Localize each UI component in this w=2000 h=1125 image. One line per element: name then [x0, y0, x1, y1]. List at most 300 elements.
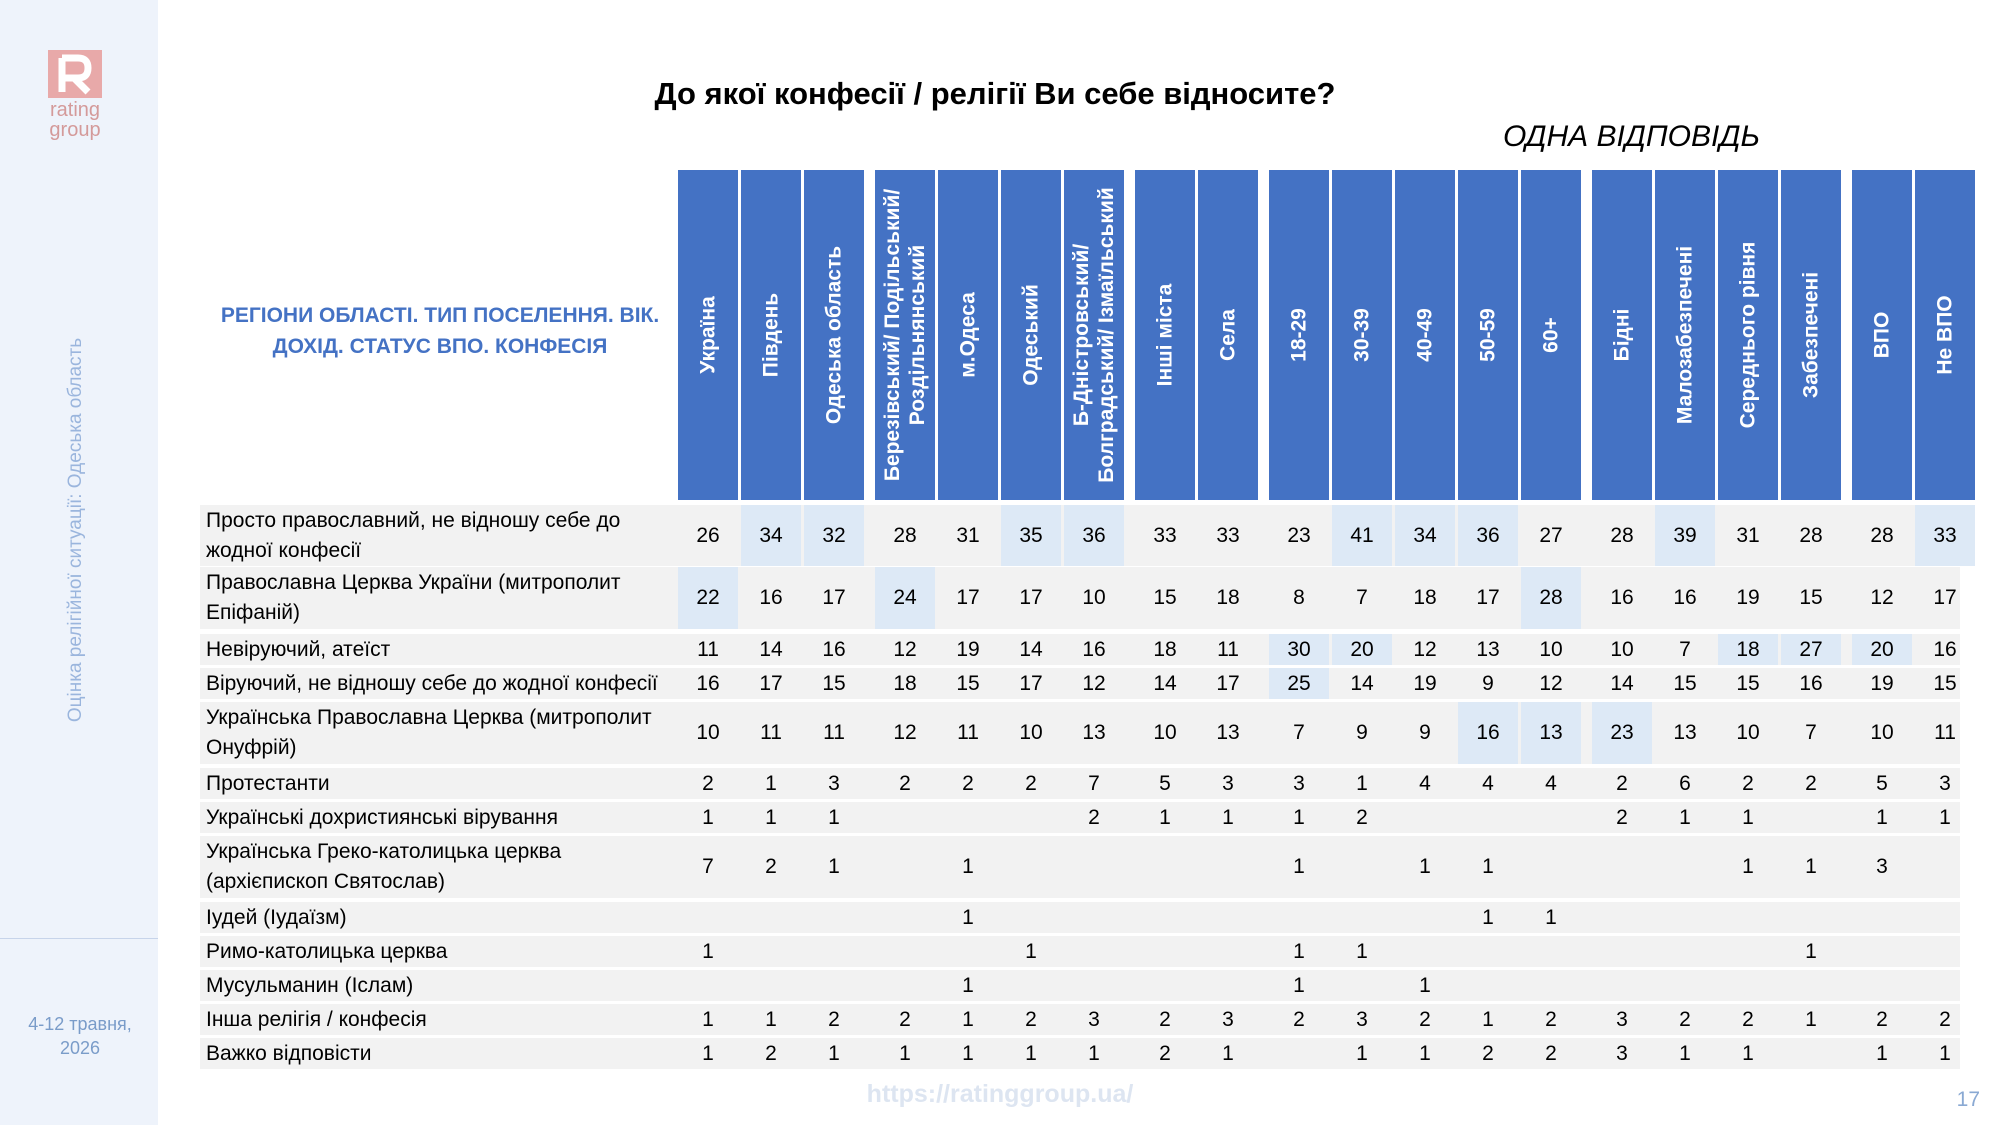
table-cell: 15: [1799, 586, 1823, 609]
column-header-label: Березівський/ Подільський/ Роздільнянський: [881, 188, 929, 482]
column-header: [1655, 170, 1715, 500]
table-cell: [1655, 970, 1715, 1001]
table-cell: [804, 936, 864, 967]
table-cell: 1: [1356, 771, 1368, 795]
table-cell: 13: [1521, 702, 1581, 764]
table-cell: 7: [1293, 721, 1305, 744]
table-cell: 1: [962, 973, 974, 997]
column-header: [1332, 170, 1392, 500]
table-cell: [1458, 802, 1518, 833]
table-cell: [1781, 802, 1841, 833]
table-cell: 1: [1742, 855, 1754, 878]
table-cell: [875, 802, 935, 833]
table-cell: 2: [1742, 771, 1754, 795]
column-header-label: Інші міста: [1153, 283, 1177, 387]
table-cell: 2: [1025, 1007, 1037, 1031]
table-cell: 13: [1082, 721, 1106, 744]
table-cell: [1718, 970, 1778, 1001]
table-cell: 35: [1001, 505, 1061, 566]
table-cell: 15: [1673, 671, 1697, 695]
table-cell: [938, 802, 998, 833]
table-cell: 14: [1019, 637, 1043, 661]
table-cell: 1: [1482, 905, 1494, 929]
table-cell: [1655, 902, 1715, 933]
table-cell: 12: [1082, 671, 1106, 695]
table-cell: 10: [1539, 637, 1563, 661]
table-cell: [1458, 970, 1518, 1001]
table-cell: 33: [1216, 523, 1240, 547]
table-cell: [1198, 902, 1258, 933]
table-cell: 17: [1476, 586, 1500, 609]
table-cell: 1: [1805, 939, 1817, 963]
table-cell: 14: [1610, 671, 1634, 695]
table-cell: 34: [741, 505, 801, 566]
row-label: Просто православний, не відношу себе до жодної конфесії: [206, 508, 621, 562]
table-cell: [1135, 836, 1195, 898]
table-cell: 2: [1356, 805, 1368, 829]
table-cell: 1: [828, 1041, 840, 1065]
table-cell: 1: [1876, 1041, 1888, 1065]
table-cell: 23: [1287, 523, 1311, 547]
table-cell: [1521, 836, 1581, 898]
table-cell: 1: [1742, 1041, 1754, 1065]
table-cell: 2: [1025, 771, 1037, 795]
table-cell: 4: [1545, 771, 1557, 795]
table-cell: 16: [1673, 586, 1697, 609]
table-cell: 28: [1521, 567, 1581, 629]
logo-word-2: group: [49, 119, 101, 141]
table-cell: [678, 970, 738, 1001]
table-cell: 1: [765, 771, 777, 795]
table-cell: 1: [702, 1041, 714, 1065]
table-cell: [938, 936, 998, 967]
table-cell: 2: [1876, 1007, 1888, 1031]
column-header: [1458, 170, 1518, 500]
sidebar-date: 4-12 травня, 2026: [28, 1014, 132, 1058]
table-cell: 2: [1293, 1007, 1305, 1031]
table-cell: 1: [828, 855, 840, 878]
table-cell: 3: [1293, 771, 1305, 795]
column-header-label: м.Одеса: [956, 292, 980, 378]
table-cell: 15: [1736, 671, 1760, 695]
table-cell: [1521, 970, 1581, 1001]
table-cell: 36: [1064, 505, 1124, 566]
table-cell: 7: [1679, 637, 1691, 661]
table-cell: 1: [702, 805, 714, 829]
table-cell: 34: [1395, 505, 1455, 566]
table-cell: 1: [962, 905, 974, 929]
table-cell: [1655, 836, 1715, 898]
table-cell: 2: [1616, 771, 1628, 795]
table-cell: 2: [1159, 1041, 1171, 1065]
table-cell: [1332, 902, 1392, 933]
table-cell: 1: [899, 1041, 911, 1065]
table-cell: 17: [956, 586, 980, 609]
table-cell: 3: [1356, 1007, 1368, 1031]
table-cell: 1: [765, 805, 777, 829]
table-cell: 12: [1413, 637, 1437, 661]
table-cell: 5: [1159, 771, 1171, 795]
table-cell: 32: [804, 505, 864, 566]
table-cell: 28: [1610, 523, 1634, 547]
table-cell: 1: [1742, 805, 1754, 829]
column-header-label: Україна: [696, 296, 720, 374]
table-cell: 1: [1419, 973, 1431, 997]
column-header: [1915, 170, 1975, 500]
row-label: Українська Греко-католицька церква (архієпископ Святослав): [206, 840, 562, 893]
table-cell: 23: [1592, 702, 1652, 764]
table-cell: 1: [1222, 1041, 1234, 1065]
table-cell: 19: [1736, 586, 1760, 609]
row-label: Іудей (Іудаїзм): [206, 905, 347, 929]
table-cell: 20: [1852, 634, 1912, 665]
footer-url[interactable]: https://ratinggroup.ua/: [866, 1080, 1134, 1108]
column-header-label: 60+: [1539, 317, 1563, 353]
table-cell: 17: [759, 671, 783, 695]
table-cell: 13: [1216, 721, 1240, 744]
column-header-label: 18-29: [1287, 308, 1311, 362]
table-cell: 11: [697, 637, 719, 661]
table-cell: 18: [1216, 586, 1240, 609]
table-cell: 1: [1679, 805, 1691, 829]
table-cell: [875, 970, 935, 1001]
table-cell: 9: [1356, 721, 1368, 744]
table-cell: 11: [957, 721, 979, 744]
table-cell: 2: [1939, 1007, 1951, 1031]
table-cell: 1: [1419, 855, 1431, 878]
table-cell: [1592, 936, 1652, 967]
table-cell: 9: [1419, 721, 1431, 744]
table-cell: 4: [1419, 771, 1431, 795]
table-cell: 5: [1876, 771, 1888, 795]
table-cell: [1655, 936, 1715, 967]
table-cell: 3: [828, 771, 840, 795]
table-cell: 2: [899, 1007, 911, 1031]
table-cell: 2: [765, 1041, 777, 1065]
column-header: [1521, 170, 1581, 500]
column-header: [938, 170, 998, 500]
table-cell: [1915, 836, 1975, 898]
column-header: [741, 170, 801, 500]
table-cell: 2: [765, 855, 777, 878]
table-cell: [1852, 902, 1912, 933]
table-cell: [1592, 836, 1652, 898]
row-label: Українські дохристиянські вірування: [206, 805, 558, 829]
table-cell: 27: [1539, 523, 1563, 547]
table-cell: 1: [765, 1007, 777, 1031]
table-cell: 3: [1939, 771, 1951, 795]
table-cell: [1915, 970, 1975, 1001]
table-cell: 36: [1458, 505, 1518, 566]
table-cell: 18: [1718, 634, 1778, 665]
table-cell: 16: [1458, 702, 1518, 764]
table-cell: 10: [1082, 586, 1106, 609]
table-cell: 18: [1413, 586, 1437, 609]
table-cell: [741, 902, 801, 933]
table-cell: 10: [696, 721, 720, 744]
page-subtitle: ОДНА ВІДПОВІДЬ: [1503, 120, 1760, 153]
table-cell: 39: [1655, 505, 1715, 566]
column-header-label: Б-Дністровський/ Болградський/ Ізмаїльський: [1070, 187, 1118, 483]
table-cell: 28: [1799, 523, 1823, 547]
table-cell: 1: [1939, 1041, 1951, 1065]
column-header-label: Малозабезпечені: [1673, 245, 1697, 425]
table-cell: 17: [1216, 671, 1240, 695]
row-label: Українська Православна Церква (митрополит Онуфрій): [206, 706, 652, 759]
table-cell: 2: [1419, 1007, 1431, 1031]
table-cell: [1852, 936, 1912, 967]
table-cell: [1064, 902, 1124, 933]
table-cell: 2: [962, 771, 974, 795]
table-cell: [1064, 936, 1124, 967]
table-cell: 1: [1356, 939, 1368, 963]
table-cell: [1269, 902, 1329, 933]
table-cell: 1: [1356, 1041, 1368, 1065]
page-number: 17: [1956, 1088, 1980, 1111]
table-cell: 2: [1805, 771, 1817, 795]
sidebar-vertical-title: Оцінка релігійної ситуації: Одеська область: [65, 337, 86, 723]
table-cell: 16: [822, 637, 846, 661]
column-header: [1198, 170, 1258, 500]
table-cell: 1: [962, 1041, 974, 1065]
table-cell: 1: [1025, 939, 1037, 963]
table-cell: 15: [1933, 671, 1957, 695]
row-label: Інша релігія / конфесія: [206, 1007, 427, 1031]
table-cell: 15: [822, 671, 846, 695]
column-header: [1781, 170, 1841, 500]
table-cell: 12: [893, 637, 917, 661]
table-cell: [1064, 836, 1124, 898]
column-header-label: Забезпечені: [1799, 271, 1823, 399]
column-header: [1135, 170, 1195, 500]
column-header: [1395, 170, 1455, 500]
table-cell: [1592, 902, 1652, 933]
table-cell: [1332, 836, 1392, 898]
table-cell: [1395, 936, 1455, 967]
table-cell: 28: [1870, 523, 1894, 547]
table-cell: [1458, 936, 1518, 967]
table-cell: [1001, 970, 1061, 1001]
column-header-label: Не ВПО: [1933, 295, 1957, 375]
table-cell: [1064, 970, 1124, 1001]
table-cell: 16: [1610, 586, 1634, 609]
table-cell: 3: [1088, 1007, 1100, 1031]
table-cell: 22: [678, 567, 738, 629]
table-cell: 3: [1616, 1041, 1628, 1065]
table-cell: [678, 902, 738, 933]
logo-word-1: rating: [49, 99, 101, 121]
table-cell: [1135, 936, 1195, 967]
table-cell: 1: [1545, 905, 1557, 929]
table-cell: 10: [1870, 721, 1894, 744]
table-cell: [1915, 902, 1975, 933]
column-header-label: Села: [1216, 309, 1240, 361]
table-cell: [741, 936, 801, 967]
table-cell: 1: [1222, 805, 1234, 829]
table-cell: 18: [893, 671, 917, 695]
table-cell: [1001, 802, 1061, 833]
column-header: [1064, 170, 1124, 500]
table-cell: [1592, 970, 1652, 1001]
table-cell: [741, 970, 801, 1001]
table-cell: 1: [1482, 1007, 1494, 1031]
table-cell: 1: [828, 805, 840, 829]
table-cell: [1198, 970, 1258, 1001]
table-cell: [1001, 836, 1061, 898]
table-cell: 1: [1293, 939, 1305, 963]
table-cell: 33: [1153, 523, 1177, 547]
table-cell: 14: [1153, 671, 1177, 695]
table-cell: 31: [1736, 523, 1760, 547]
table-cell: 16: [696, 671, 720, 695]
table-cell: 2: [1545, 1007, 1557, 1031]
table-cell: 2: [899, 771, 911, 795]
table-cell: [804, 902, 864, 933]
table-cell: 10: [1019, 721, 1043, 744]
table-cell: [1001, 902, 1061, 933]
table-cell: 19: [956, 637, 980, 661]
table-cell: 3: [1222, 1007, 1234, 1031]
column-header-label: Південь: [759, 292, 783, 378]
table-cell: 1: [1159, 805, 1171, 829]
table-cell: 1: [1939, 805, 1951, 829]
column-header: [1001, 170, 1061, 500]
table-cell: 17: [1019, 671, 1043, 695]
table-cell: 17: [1933, 586, 1957, 609]
table-cell: 16: [1799, 671, 1823, 695]
table-cell: 10: [1736, 721, 1760, 744]
table-cell: 27: [1781, 634, 1841, 665]
table-cell: 13: [1673, 721, 1697, 744]
table-cell: 1: [1025, 1041, 1037, 1065]
table-cell: 12: [893, 721, 917, 744]
table-cell: 10: [1153, 721, 1177, 744]
table-cell: [1198, 936, 1258, 967]
table-cell: 33: [1915, 505, 1975, 566]
table-cell: 2: [1159, 1007, 1171, 1031]
table-cell: 1: [1293, 805, 1305, 829]
table-cell: 17: [822, 586, 846, 609]
column-header: [1592, 170, 1652, 500]
table-cell: 14: [1350, 671, 1374, 695]
table-cell: 10: [1610, 637, 1634, 661]
table-cell: 1: [1293, 973, 1305, 997]
table-cell: [1852, 970, 1912, 1001]
table-cell: [1718, 902, 1778, 933]
table-cell: 1: [1805, 1007, 1817, 1031]
table-cell: [875, 836, 935, 898]
table-cell: 1: [1482, 855, 1494, 878]
table-cell: [875, 902, 935, 933]
row-label: Мусульманин (Іслам): [206, 973, 414, 997]
table-cell: [1781, 1038, 1841, 1069]
table-cell: [1521, 802, 1581, 833]
table-cell: [1198, 836, 1258, 898]
table-corner-label: РЕГІОНИ ОБЛАСТІ. ТИП ПОСЕЛЕННЯ. ВІК. ДОХІД. СТАТУС ВПО. КОНФЕСІЯ: [220, 304, 660, 358]
table-cell: 16: [1933, 637, 1957, 661]
table-cell: 1: [962, 855, 974, 878]
column-header: [1718, 170, 1778, 500]
column-header: [678, 170, 738, 500]
table-cell: 4: [1482, 771, 1494, 795]
table-cell: 1: [1419, 1041, 1431, 1065]
table-cell: 6: [1679, 771, 1691, 795]
table-cell: 2: [828, 1007, 840, 1031]
table-cell: [1332, 970, 1392, 1001]
table-cell: 3: [1222, 771, 1234, 795]
row-label: Важко відповісти: [206, 1041, 372, 1065]
row-label: Невіруючий, атеїст: [206, 637, 391, 661]
table-cell: 2: [702, 771, 714, 795]
row-label: Православна Церква України (митрополит Епіфаній): [206, 571, 621, 624]
column-header-label: 50-59: [1476, 308, 1500, 362]
table-cell: 12: [1870, 586, 1894, 609]
table-cell: 1: [1679, 1041, 1691, 1065]
column-header-label: 30-39: [1350, 308, 1374, 362]
table-cell: 1: [1088, 1041, 1100, 1065]
table-cell: 1: [962, 1007, 974, 1031]
table-cell: 11: [1217, 637, 1239, 661]
table-cell: 1: [1805, 855, 1817, 878]
table-cell: 25: [1269, 668, 1329, 699]
table-cell: 2: [1482, 1041, 1494, 1065]
table-cell: [1781, 970, 1841, 1001]
row-label: Віруючий, не відношу себе до жодної конфесії: [206, 671, 658, 695]
table-cell: 30: [1269, 634, 1329, 665]
column-header-label: 40-49: [1413, 308, 1437, 362]
table-cell: 14: [759, 637, 783, 661]
column-header: [1269, 170, 1329, 500]
table-cell: 19: [1870, 671, 1894, 695]
column-header: [875, 170, 935, 500]
table-cell: 1: [1293, 855, 1305, 878]
table-cell: [1135, 902, 1195, 933]
table-cell: 18: [1153, 637, 1177, 661]
table-cell: 31: [956, 523, 980, 547]
table-cell: [1135, 970, 1195, 1001]
table-cell: [875, 936, 935, 967]
table-cell: 2: [1679, 1007, 1691, 1031]
table-cell: [1395, 802, 1455, 833]
table-cell: 16: [1082, 637, 1106, 661]
table-cell: 3: [1616, 1007, 1628, 1031]
table-cell: 2: [1088, 805, 1100, 829]
table-cell: 16: [759, 586, 783, 609]
table-cell: 19: [1413, 671, 1437, 695]
table-cell: 12: [1539, 671, 1563, 695]
table-cell: 7: [1088, 771, 1100, 795]
table-cell: 11: [823, 721, 845, 744]
table-cell: 1: [702, 939, 714, 963]
table-cell: 17: [1019, 586, 1043, 609]
table-cell: 7: [702, 855, 714, 878]
column-header-label: ВПО: [1870, 311, 1894, 359]
table-cell: [1781, 902, 1841, 933]
table-cell: 7: [1356, 586, 1368, 609]
table-cell: 3: [1876, 855, 1888, 878]
table-cell: 15: [1153, 586, 1177, 609]
table-cell: 2: [1616, 805, 1628, 829]
table-cell: 9: [1482, 671, 1494, 695]
table-cell: 1: [1876, 805, 1888, 829]
table-cell: 20: [1332, 634, 1392, 665]
table-cell: 28: [893, 523, 917, 547]
page-title: До якої конфесії / релігії Ви себе відносите?: [654, 76, 1336, 111]
table-cell: 41: [1332, 505, 1392, 566]
table-cell: 2: [1545, 1041, 1557, 1065]
table-cell: [1521, 936, 1581, 967]
column-header: [804, 170, 864, 500]
